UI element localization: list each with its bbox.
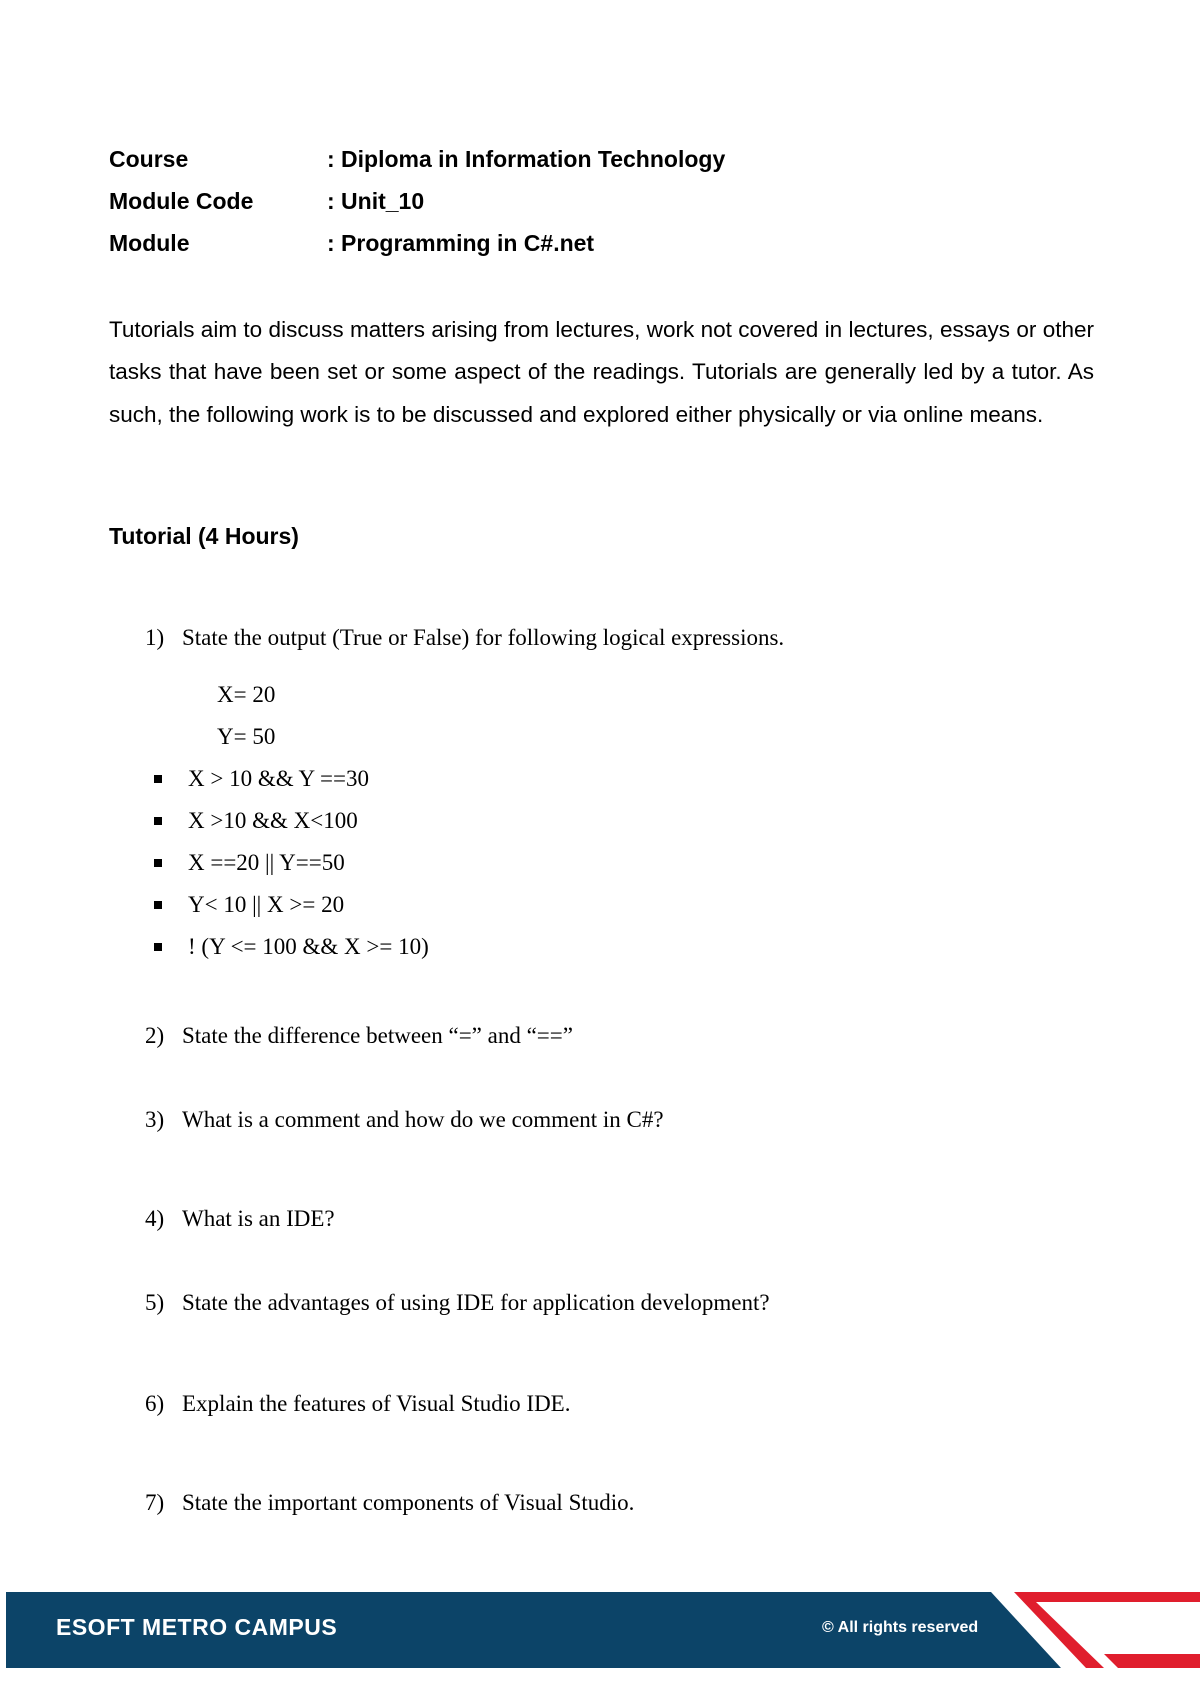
question-number: 5) (145, 1290, 165, 1315)
footer-banner (6, 1592, 1200, 1668)
question-text: State the difference between “=” and “==” (182, 1023, 573, 1048)
course-value: : Diploma in Information Technology (327, 146, 726, 172)
module-value: : Programming in C#.net (327, 230, 595, 256)
expression-text: X ==20 || Y==50 (188, 850, 345, 875)
question-number: 7) (145, 1490, 165, 1515)
square-bullet-icon (154, 901, 162, 909)
square-bullet-icon (154, 775, 162, 783)
question-text: State the advantages of using IDE for application development? (182, 1290, 770, 1315)
question-text: What is an IDE? (182, 1206, 335, 1231)
question-number: 2) (145, 1023, 165, 1048)
footer-accent-base (1104, 1654, 1200, 1668)
tutorial-heading: Tutorial (4 Hours) (109, 523, 299, 549)
question-number: 4) (145, 1206, 165, 1231)
variable-y: Y= 50 (217, 724, 276, 749)
question-text: State the important components of Visual Studio. (182, 1490, 635, 1515)
square-bullet-icon (154, 817, 162, 825)
square-bullet-icon (154, 859, 162, 867)
expression-text: ! (Y <= 100 && X >= 10) (188, 934, 429, 959)
question-number: 3) (145, 1107, 165, 1132)
question-number: 1) (145, 625, 165, 650)
footer-rights: © All rights reserved (822, 1619, 979, 1636)
expression-text: X >10 && X<100 (188, 808, 358, 833)
question-text: Explain the features of Visual Studio IDE. (182, 1391, 571, 1416)
module-label: Module (109, 230, 190, 256)
module-code-value: : Unit_10 (327, 188, 425, 214)
question-text: What is a comment and how do we comment in C#? (182, 1107, 664, 1132)
footer-brand: ESOFT METRO CAMPUS (56, 1614, 338, 1640)
module-code-label: Module Code (109, 188, 254, 214)
square-bullet-icon (154, 943, 162, 951)
question-number: 6) (145, 1391, 165, 1416)
variable-x: X= 20 (217, 682, 276, 707)
expression-text: X > 10 && Y ==30 (188, 766, 369, 791)
question-text: State the output (True or False) for following logical expressions. (182, 625, 785, 650)
expression-text: Y< 10 || X >= 20 (188, 892, 345, 917)
course-label: Course (109, 146, 189, 172)
intro-paragraph: Tutorials aim to discuss matters arising from lectures, work not covered in lectures, essays or other tasks that have been set or some aspect of the readings. Tutorials are generally led by a tutor. As such, the following work is to be discussed and explored either physically or via online means. (109, 317, 1094, 427)
